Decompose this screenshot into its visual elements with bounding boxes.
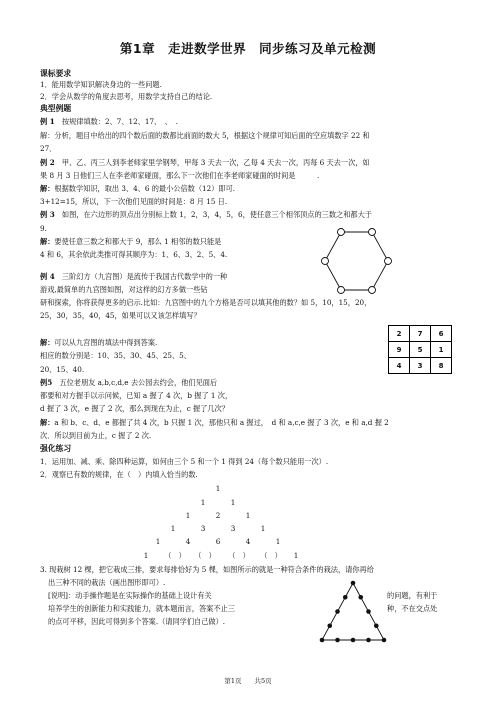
example-2-solution-line-2: 3+12=15，所以，下一次他们见面的时间是：8 月 15 日. <box>40 197 228 206</box>
tree-dot <box>327 623 332 628</box>
practice-question-3-line-1: 3. 现栽树 12 棵，把它栽成三排，要求每排恰好为 5 棵，如图所示的就是一种符合条件的栽法，请你再给 <box>40 565 374 574</box>
tree-dot <box>343 595 348 600</box>
magic-square-cell: 7 <box>410 326 431 342</box>
example-5-text-line-2: 都要和对方握手以示问候，已知 a 握了 4 次，b 握了 1 次， <box>40 391 233 400</box>
example-2-solution-label: 解： <box>40 184 55 193</box>
tree-dot <box>366 609 371 614</box>
hexagon-diagram <box>316 226 396 296</box>
magic-square-cell: 6 <box>431 326 452 342</box>
triangle-number: 1 <box>215 484 221 493</box>
hexagon-vertex <box>369 287 376 294</box>
section-heading-practice: 强化练习 <box>40 444 72 453</box>
practice-question-3-line-2: 出三种不同的栽法（画出图形即可）. <box>48 578 166 587</box>
section-heading-examples: 典型例题 <box>40 104 72 113</box>
example-2-text: 甲、乙、丙三人到李老师家里学钢琴，甲每 3 天去一次，乙每 4 天去一次，丙每 6 天去一次，如 <box>61 158 370 167</box>
hexagon-vertex <box>322 258 329 265</box>
kebiao-item-2: 2．学会从数学的角度去思考，用数学支持自己的结论. <box>40 92 213 101</box>
example-5 <box>40 378 217 388</box>
triangle-number: 3 <box>200 524 206 533</box>
triangle-number: 1 <box>275 537 281 546</box>
example-1-label: 例 1 <box>40 117 55 126</box>
example-3-solution-line-2: 4 和 6，其余依此类推可得其顺序为：1、6、3、2、5、4. <box>40 250 228 259</box>
magic-square-cell: 3 <box>410 358 431 374</box>
magic-square-cell: 8 <box>431 358 452 374</box>
practice-note-line-2a: 培养学生的创新能力和实践能力，就本题而言，答案不止三 <box>48 604 235 613</box>
practice-question-1: 1．运用加、减、乘、除四种运算，如何由三个 5 和一个 1 得到 24（每个数只能用一次）. <box>40 457 329 466</box>
example-3-text-line-2: 9. <box>40 224 47 233</box>
example-3-solution-line-1: 解：要使任意三数之和都大于 9，那么 1 相邻的数只能是 <box>40 237 222 246</box>
example-5-solution-line-2: 次．所以到目前为止，c 握了 2 次. <box>40 431 152 440</box>
triangle-number: 1 <box>155 537 161 546</box>
tree-dot <box>351 638 356 643</box>
example-4-text: 三阶幻方（九宫图）是流传于我国古代数学中的一种 <box>61 272 228 281</box>
tree-dot <box>366 638 371 643</box>
hexagon-vertex <box>369 229 376 236</box>
triangle-number: 1 <box>245 511 251 520</box>
hexagon-vertex <box>385 258 392 265</box>
kebiao-item-1: 1．能用数学知识解决身边的一些问题. <box>40 80 162 89</box>
magic-square-row <box>389 358 452 374</box>
triangle-number: 1 <box>260 524 266 533</box>
magic-square-row <box>389 342 452 358</box>
magic-square-cell: 4 <box>389 358 410 374</box>
example-5-solution-label: 解： <box>40 418 55 427</box>
triangle-blank: （ ） <box>228 551 250 560</box>
triangle-number: 1 <box>185 511 191 520</box>
example-2 <box>40 158 370 168</box>
example-4-solution-line-3: 20、15、40. <box>40 365 85 374</box>
tree-dot <box>351 581 356 586</box>
magic-square-cell: 5 <box>410 342 431 358</box>
example-2-text-line-2: 果 8 月 3 日他们三人在李老师家碰面，那么下一次他们在李老师家碰面的时间是 . <box>40 171 320 180</box>
section-heading-kebiao: 课标要求 <box>40 69 72 78</box>
practice-note-line-1a: [说明]：动手操作题是在实际操作的基础上设计有关 <box>48 591 212 600</box>
tree-dot <box>335 609 340 614</box>
example-3-label: 例 3 <box>40 210 55 219</box>
triangle-number: 4 <box>245 537 251 546</box>
magic-square-row <box>389 326 452 342</box>
tree-dot <box>382 638 387 643</box>
example-1-solution-line-2: 27． <box>40 144 57 153</box>
triangle-number: 6 <box>215 537 221 546</box>
example-2-label: 例 2 <box>40 158 55 167</box>
example-4 <box>40 272 227 282</box>
example-4-solution-label: 解： <box>40 338 55 347</box>
triangle-blank: （ ） <box>260 551 282 560</box>
tree-dot <box>335 638 340 643</box>
example-4-label: 例 4 <box>40 272 55 281</box>
tree-dot <box>374 623 379 628</box>
magic-square-cell: 9 <box>389 342 410 358</box>
tree-dot <box>358 595 363 600</box>
example-5-label: 例5 <box>40 378 53 387</box>
page-footer: 第1页 共5页 <box>224 677 272 685</box>
example-3 <box>40 210 372 220</box>
example-5-text: 五位老朋友 a,b,c,d,e 去公园去约会，他们见面后 <box>59 378 218 387</box>
hexagon-vertex <box>338 287 345 294</box>
triangle-blank: （ ） <box>164 551 186 560</box>
triangle-number: 3 <box>230 524 236 533</box>
triangle-number: 1 <box>230 498 236 507</box>
example-5-solution-line-1: 解：a 和 b、c、d、e 都握了共 4 次，b 只握 1 次，那他只和 a 握过， d 和 a,c,e 握了 3 次，e 和 a,d 握 2 <box>40 418 389 427</box>
example-4-text-line-4: 25，30，35，40，45，如果可以又该怎样填写？ <box>40 311 201 320</box>
magic-square-cell: 1 <box>431 342 452 358</box>
example-4-solution-line-2: 相应的数分别是：10、35、30、45、25、5、 <box>40 351 191 360</box>
triangle-blank: （ ） <box>194 551 216 560</box>
practice-note-line-1b: 的问题，有利于 <box>387 591 438 600</box>
example-1-text: 按规律填数：2、7、12、17、 、 . <box>61 117 178 126</box>
tree-triangle-diagram <box>318 578 388 648</box>
example-3-solution-label: 解： <box>40 237 55 246</box>
triangle-number: 2 <box>215 511 221 520</box>
practice-question-2: 2．观察已有数的规律，在（ ）内填入恰当的数. <box>40 470 198 479</box>
triangle-number: 1 <box>143 551 149 560</box>
example-1 <box>40 117 178 127</box>
example-4-text-line-2: 游戏,最简单的九宫图如图，对这样的幻方多做一些钻 <box>40 285 208 294</box>
triangle-number: 4 <box>185 537 191 546</box>
example-1-solution-line-1: 解：分析，题目中给出的四个数后面的数都比前面的数大 5，根据这个规律可知后面的空应填数字 22 和 <box>40 131 370 140</box>
example-2-solution-line-1: 解：根据数学知识，取出 3、4、6 的最小公倍数（12）即可. <box>40 184 236 193</box>
page-title: 第1章 走进数学世界 同步练习及单元检测 <box>119 41 377 56</box>
example-3-text: 如图，在六边形的顶点出分别标上数 1，2，3，4，5，6，使任意三个相邻顶点的三数之和都大于 <box>61 210 372 219</box>
example-4-text-line-3: 研和探索，你将获得更多的启示.比如：九宫图中的九个方格是否可以填其他的数？如 5，10，15，20， <box>40 298 372 307</box>
tree-dot <box>320 638 325 643</box>
hexagon-vertex <box>338 229 345 236</box>
example-4-solution-line-1: 解：可以从九宫图的填法中得到答案. <box>40 338 158 347</box>
triangle-number: 1 <box>200 498 206 507</box>
triangle-number: 1 <box>170 524 176 533</box>
practice-note-line-2b: 种，不在交点处 <box>387 604 438 613</box>
magic-square-cell: 2 <box>389 326 410 342</box>
example-5-text-line-3: d 握了 3 次，e 握了 2 次，那么到现在为止，c 握了几次？ <box>40 404 229 413</box>
triangle-number: 1 <box>293 551 299 560</box>
practice-note-line-3: 的点可平移，因此可得到多个答案.（请同学们自己做）. <box>48 617 226 626</box>
magic-square-table <box>388 325 452 374</box>
